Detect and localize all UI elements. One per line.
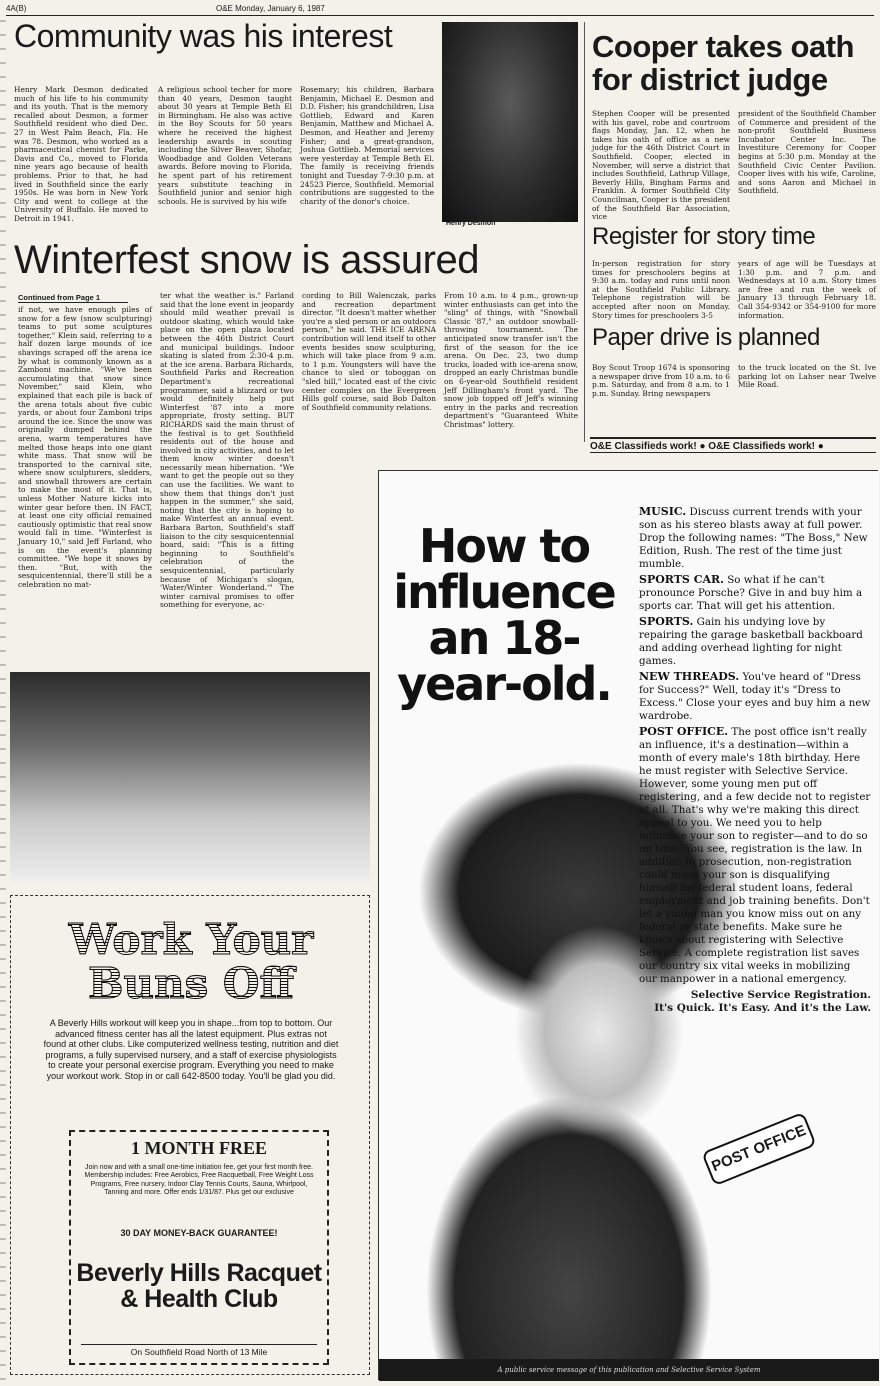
sss-item: [639, 670, 871, 723]
gym-advertisement: [10, 895, 370, 1375]
sss-ad-title: How to influence an 18-year-old.: [393, 519, 615, 711]
winterfest-col-4: From 10 a.m. to 4 p.m., grown-up winter enthusiasts can get into the "sling" of things, with "Snowball Classic '87," an outdoor snowball-throwing tournament. The anticipated snow transfer isn't the first of the season for the ice arena. On Dec. 23, two dump trucks, loaded with ice-arena snow, dropped an early Christmas bundle on 6-year-old Southfield resident Jeff Dillingham's front yard. The snow job topped off Jeff's winning entry in the parks and recreation department's "Guaranteed White Christmas" lottery.: [444, 291, 578, 429]
club-name: Beverly Hills Racquet & Health Club: [76, 1259, 322, 1313]
desmon-photo-caption: Henry Desmon: [446, 220, 496, 227]
gym-coupon: [69, 1130, 329, 1365]
sss-item-text: Gain his undying love by repairing the garage basketball backboard and adding overhead lighting for night games.: [639, 616, 863, 667]
coupon-guarantee: 30 DAY MONEY-BACK GUARANTEE!: [120, 1228, 278, 1238]
story-time-headline: Register for story time: [592, 223, 816, 250]
sss-item-head: NEW THREADS.: [639, 670, 740, 683]
selective-service-advertisement: [378, 470, 878, 1380]
paper-drive-headline: Paper drive is planned: [592, 324, 820, 351]
sss-item: [639, 505, 871, 571]
sss-signoff-line-2: It's Quick. It's Easy. And it's the Law.: [654, 1002, 871, 1014]
sss-ad-footer: A public service message of this publication and Selective Service System: [379, 1359, 879, 1381]
community-headline: Community was his interest: [14, 18, 393, 54]
sss-item-text: You've heard of "Dress for Success?" Well, today it's "Dress to Excess." Close your eyes and buy him a new wardrobe.: [639, 671, 871, 722]
story-time-col-1: In-person registration for story times for preschoolers begins at 9:30 a.m. today and runs until noon at the Southfield Public Library. Telephone registration will be accepted after noon on Monday. Story times for preschoolers 3-5: [592, 259, 730, 320]
sss-item-head: SPORTS CAR.: [639, 573, 724, 586]
gym-ad-title: Work Your Buns Off: [11, 918, 371, 1006]
sss-item: [639, 725, 871, 986]
community-col-2: A religious school techer for more than 40 years, Desmon taught about 30 years at Temple Beth El in Birmingham. He also was active in the Boy Scouts for 50 years where he received the highest leadership awards in scouting including the Silver Beaver, Shofar, Woodbadge and Golden Veterans awards. Before moving to Florida, he spent part of his retirement years substitute teaching in Southfield junior and senior high schools. He is survived by his wife: [158, 85, 292, 206]
sss-item-head: MUSIC.: [639, 505, 687, 518]
sss-item-head: SPORTS.: [639, 615, 694, 628]
cooper-headline: Cooper takes oath for district judge: [592, 29, 854, 97]
page-number: 4A(B): [6, 4, 27, 13]
sss-item: [639, 573, 871, 613]
story-time-col-2: years of age will be Tuesdays at 1:30 p.m. and 7 p.m. and Wednesdays at 10 a.m. Story times are free and run the week of January 13 through February 18. Call 354-9342 or 354-9100 for more information.: [738, 259, 876, 320]
community-col-3: Rosemary; his children, Barbara Benjamin, Michael E. Desmon and D.D. Fisher; his grandchildren, Lisa Gottlieb, Edward and Karen Benjamin, Matthew and Michael A. Desmon, and Heather and Jeremy Fisher; and a great-grandson, Joshua Gottlieb. Memorial services were yesterday at Temple Beth El. The family is receiving friends tonight and Tuesday 7-9:30 p.m. at 24523 Pierce, Southfield. Memorial contributions are suggested to the charity of the donor's choice.: [300, 85, 434, 206]
cooper-col-1: Stephen Cooper will be presented with his gavel, robe and courtroom flags Monday, Jan. 12, when he takes his oath of office as a new judge for the 46th District Court in Southfield. Cooper, elected in November, will serve a district that includes Southfield, Lathrup Village, Beverly Hills, Bingham Farms and Franklin. A former Southfield City Councilman, Cooper is the president of the Southfield Bar Association, vice: [592, 109, 730, 222]
column-rule: [584, 22, 585, 442]
cooper-col-2: president of the Southfield Chamber of Commerce and president of the non-profit Southfield Business Incubator Center Inc. The Investiture Ceremony for Cooper begins at 5:30 p.m. Monday at the Southfield Civic Center Pavilion. Cooper lives with his wife, Caroline, and sons Aaron and Michael in Southfield.: [738, 109, 876, 196]
winterfest-photo: [10, 672, 370, 882]
gym-ad-copy: A Beverly Hills workout will keep you in shape...from top to bottom. Our advanced fitness center has all the latest equipment. Plus extras not found at other clubs. Like computerized wellness testing, nutrition and diet programs, a fully supervised nursery, and a staff of exercise physiologists to create your personal exercise program. Everything you need to make your workout work. Stop in or call 642-8500 today. You'll be glad you did.: [43, 1018, 339, 1081]
page-header: [6, 4, 874, 16]
winterfest-col-2: ter what the weather is." Farland said that the lone event in jeopardy should mild weather prevail is outdoor skating, which would take place on the open plaza located between the 46th District Court and municipal buildings. Indoor skating is slated from 2:30-4 p.m. at the ice arena. Barbara Richards, Southfield Parks and Recreation Department's recreational programmer, said a blizzard or two would definitely help put Winterfest '87 into a more appropriate, frosty setting. BUT RICHARDS said the main thrust of the festival is to get Southfield residents out of the house and involved in city activities, and to let them know winter doesn't necessarily mean hibernation. "We want to get the people out so they can use the facilities. We want to show them that things don't just happen in the summer," she said, noting that the city is hoping to make Winterfest an annual event. Barbara Barton, Southfield's staff liaison to the city sesquicentennial board, said: "This is a fitting beginning to Southfield's celebration of the sesquicentennial, particularly because of Michigan's slogan, 'Water/Winter Wonderland.'" The winter carnival promises to offer something for everyone, ac-: [160, 291, 294, 610]
sss-item: [639, 615, 871, 668]
page-edge-marks: [0, 20, 6, 1380]
paper-drive-col-2: to the truck located on the St. Ive parking lot on Lahser near Twelve Mile Road.: [738, 363, 876, 390]
paper-drive-col-1: Boy Scout Troop 1674 is sponsoring a newspaper drive from 10 a.m. to 6 p.m. Saturday, and from 8 a.m. to 1 p.m. Sunday. Bring newspapers: [592, 363, 730, 398]
club-location: On Southfield Road North of 13 Mile: [81, 1344, 317, 1357]
desmon-photo: [442, 22, 578, 222]
coupon-terms: Join now and with a small one-time initiation fee, get your first month free. Membership includes: Free Aerobics, Free Racquetball, Free Weight Loss Programs, Free nursery, Indoor Clay Tennis Courts, Sauna, Whirlpool, Tanning and more. Offer ends 1/31/87. Plus get our exclusive: [84, 1164, 314, 1197]
classifieds-banner: O&E Classifieds work! ● O&E Classifieds work! ●: [590, 437, 876, 453]
sss-signoff: [639, 989, 871, 1015]
post-office-sign: POST OFFICE: [701, 1112, 816, 1187]
winterfest-headline: Winterfest snow is assured: [14, 238, 479, 282]
sss-item-head: POST OFFICE.: [639, 725, 729, 738]
winterfest-col-1: if not, we have enough piles of snow for a few (snow sculpturing) teams to put some sculptures together," Klein said, referring to a half dozen large mounds of ice shavings scraped off the arena ice by what is commonly known as a Zamboni machine. "We've been accumulating that snow since November," said Klein, who explained that each pile is back of the arena totals about five cubic yards, or about four Zamboni trips around the ice. Since the snow was originally dumped behind the arena, warm temperatures have melted those heaps into one giant white mass. That snow will be transported to the carnival site, where snow sculpturers, sledders, and snowball throwers are certain to make the most of it. That is, unless Mother Nature kicks into winter gear before then. IN FACT, at least one city official remained cautiously optimistic that real snow would fall in time. "Winterfest is January 10," said Jeff Farland, who is on the event's planning committee. "We hope it snows by then. "But, with the sesquicentennial, there'll still be a celebration no mat-: [18, 305, 152, 589]
continued-label: Continued from Page 1: [18, 293, 128, 303]
sss-ad-copy: [639, 505, 871, 988]
winterfest-col-3: cording to Bill Walenczak, parks and recreation department director. "It doesn't matter whether you're a sled person or an outdoors person," he said. THE ICE ARENA contribution will lend itself to other events besides snow sculpturing, which will take place from 9 a.m. to 1 p.m. Youngsters will have the chance to sled or toboggan on "sled hill," located east of the civic center complex on the Evergreen Hills golf course, said Bob Dalton of Southfield community relations.: [302, 291, 436, 412]
coupon-headline: 1 MONTH FREE: [130, 1138, 267, 1158]
community-col-1: Henry Mark Desmon dedicated much of his life to his community and its youth. That is the memory recalled about Desmon, a former Southfield resident who died Dec. 27 in West Palm Beach, Fla. He was 78. Desmon, who worked as a pharmaceutical chemist for Parke, Davis and Co., moved to Florida nine years ago because of health problems. Prior to that, he had lived in Southfield since the early 1950s. He was born in New York City and went to college at the University of Buffalo. He moved to Detroit in 1941.: [14, 85, 148, 223]
sss-item-text: The post office isn't really an influence, it's a destination—within a month of every male's 18th birthday. Here he must register with Selective Service. However, some young men put off registering, and a few decide not to register at all. That's why we're making this direct appeal to you. We need you to help influence your son to register—and to do so on time. You see, registration is the law. In addition to prosecution, non-registration could mean your son is disqualifying himself for federal student loans, federal employment and job training benefits. Don't let a young man you know miss out on any federal or state benefits. Make sure he knows about registering with Selective Service. A complete registration list saves our country six vital weeks in mobilizing our manpower in a national emergency.: [639, 726, 871, 985]
dateline: O&E Monday, January 6, 1987: [216, 4, 325, 13]
sss-signoff-line-1: Selective Service Registration.: [690, 989, 871, 1001]
sss-item-text: So what if he can't pronounce Porsche? Give in and buy him a sports car. That will get his attention.: [639, 574, 863, 612]
sss-item-text: Discuss current trends with your son as his stereo blasts away at full power. Drop the following names: "The Boss," New Edition, Rush. The rest of the time just mumble.: [639, 506, 868, 570]
